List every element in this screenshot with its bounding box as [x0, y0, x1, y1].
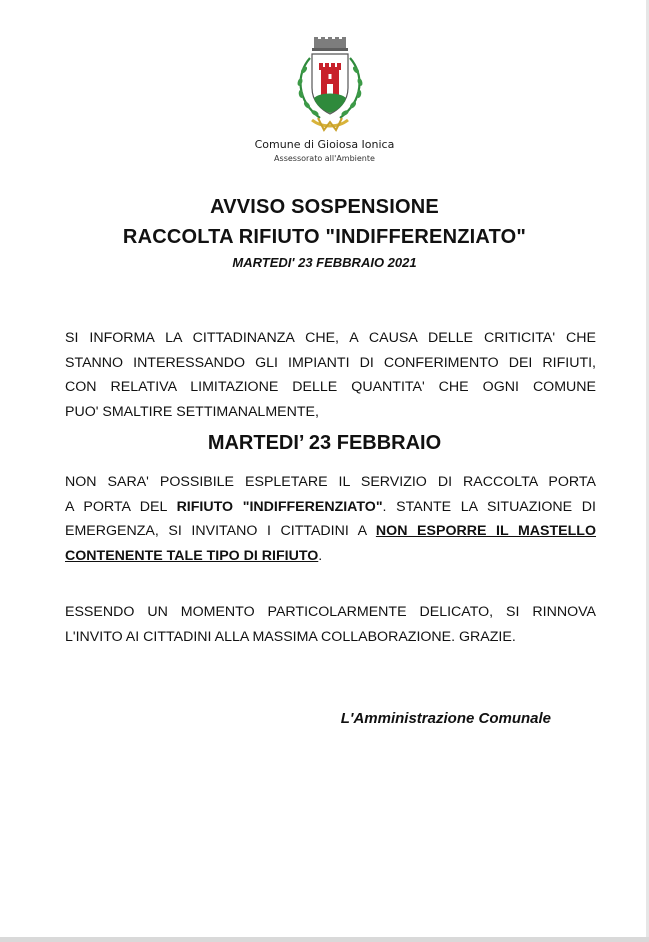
department-name: Assessorato all'Ambiente — [274, 154, 375, 163]
paragraph-closing — [65, 600, 596, 649]
paragraph-line: CON RELATIVA LIMITAZIONE DELLE QUANTITA' CHE OGNI COMUNE — [65, 379, 596, 395]
underlined-instruction: CONTENENTE TALE TIPO DI RIFIUTO — [65, 547, 319, 564]
underlined-instruction: NON ESPORRE IL MASTELLO — [375, 523, 597, 539]
notice-title-line-1: AVVISO SOSPENSIONE — [210, 196, 439, 218]
signature: L'Amministrazione Comunale — [340, 710, 551, 727]
text-segment: . STANTE LA SITUAZIONE DI — [382, 498, 596, 515]
ribbon-icon — [312, 118, 348, 130]
page-edge — [0, 937, 649, 942]
paragraph-line — [65, 519, 596, 544]
notice-date: MARTEDI' 23 FEBBRAIO 2021 — [232, 255, 417, 270]
notice-title-line-2: RACCOLTA RIFIUTO "INDIFFERENZIATO" — [122, 226, 527, 248]
text-segment: . — [318, 547, 323, 564]
paragraph-line — [65, 495, 596, 520]
paragraph-line — [65, 544, 596, 569]
text-segment: A PORTA DEL — [65, 498, 177, 515]
highlight-date: MARTEDI’ 23 FEBBRAIO — [207, 432, 442, 454]
text-segment: EMERGENZA, SI INVITANO I CITTADINI A — [65, 523, 376, 539]
paragraph-line: NON SARA' POSSIBILE ESPLETARE IL SERVIZIO DI RACCOLTA PORTA — [65, 474, 596, 490]
paragraph-line: L'INVITO AI CITTADINI ALLA MASSIMA COLLABORAZIONE. GRAZIE. — [65, 628, 516, 645]
crown-icon — [312, 37, 348, 51]
paragraph-line: PUO' SMALTIRE SETTIMANALMENTE, — [65, 403, 319, 420]
bold-text-rifiuto: RIFIUTO "INDIFFERENZIATO" — [176, 498, 383, 515]
comune-name: Comune di Gioiosa Ionica — [254, 138, 395, 151]
paragraph-line: STANNO INTERESSANDO GLI IMPIANTI DI CONFERIMENTO DEI RIFIUTI, — [65, 354, 596, 371]
paragraph-line: SI INFORMA LA CITTADINANZA CHE, A CAUSA DELLE CRITICITA' CHE — [65, 330, 596, 346]
paragraph-line: ESSENDO UN MOMENTO PARTICOLARMENTE DELICATO, SI RINNOVA — [65, 604, 596, 620]
municipal-coat-of-arms-icon — [290, 36, 370, 136]
paragraph-intro — [65, 326, 596, 424]
paragraph-suspension — [65, 470, 596, 568]
